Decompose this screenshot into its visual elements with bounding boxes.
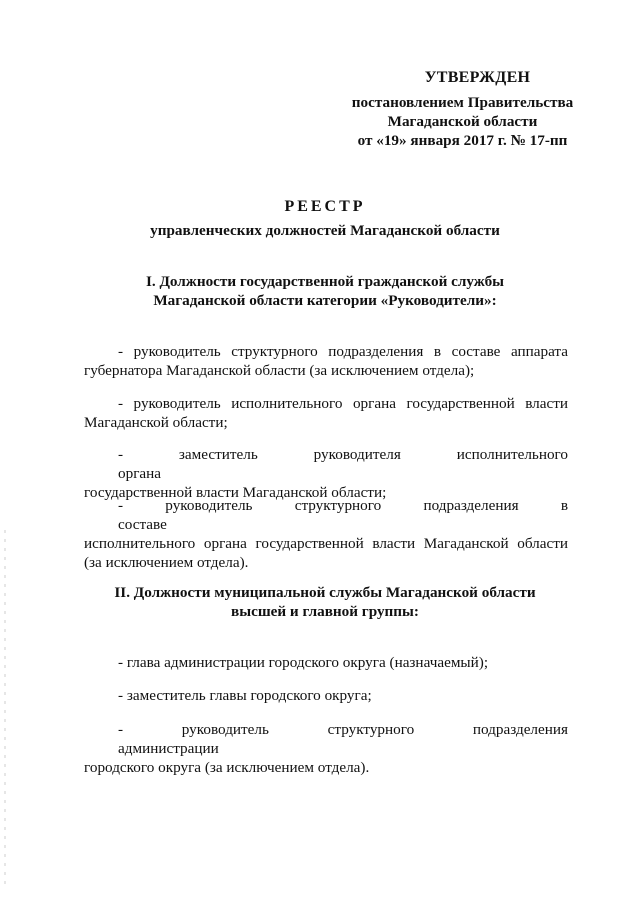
list-item [84,394,568,432]
section-heading-line: Магаданской области категории «Руководители»: [153,292,497,309]
list-item [84,686,568,705]
document-title: РЕЕСТР [284,198,366,215]
list-item-line: - руководитель структурного подразделения администрации [118,721,568,757]
list-item [84,653,568,672]
list-item [84,720,568,777]
list-item [84,445,568,502]
list-item-line: исполнительного органа государственной власти Магаданской области [84,535,568,552]
list-item-line: - заместитель руководителя исполнительного органа [118,446,568,482]
list-item-line: - руководитель исполнительного органа государственной власти [118,395,568,412]
section-heading [80,272,570,310]
approval-stamp: УТВЕРЖДЕН [424,69,531,86]
document-subtitle: управленческих должностей Магаданской области [150,222,500,239]
list-item-line: - глава администрации городского округа (назначаемый); [118,654,489,671]
section-heading-line: высшей и главной группы: [231,603,419,620]
list-item-line: Магаданской области; [84,414,228,431]
list-item-line: (за исключением отдела). [84,554,249,571]
approval-date-line: от «19» января 2017 г. № 17-пп [357,132,568,149]
section-heading [80,583,570,621]
list-item-line: городского округа (за исключением отдела). [84,759,370,776]
approval-block [340,68,585,150]
list-item-line: - руководитель структурного подразделения в составе аппарата [118,343,568,360]
approval-line: Магаданской области [387,113,538,130]
list-item [84,342,568,380]
list-item-line: государственной власти Магаданской области; [84,484,387,501]
list-item [84,496,568,572]
approval-line: постановлением Правительства [351,94,574,111]
list-item-line: губернатора Магаданской области (за исключением отдела); [84,362,475,379]
section-heading-line: II. Должности муниципальной службы Магаданской области [114,584,536,601]
section-heading-line: I. Должности государственной гражданской службы [145,273,505,290]
list-item-line: - руководитель структурного подразделения в составе [118,497,568,533]
scan-margin-marks [4,530,6,890]
list-item-line: - заместитель главы городского округа; [118,687,372,704]
